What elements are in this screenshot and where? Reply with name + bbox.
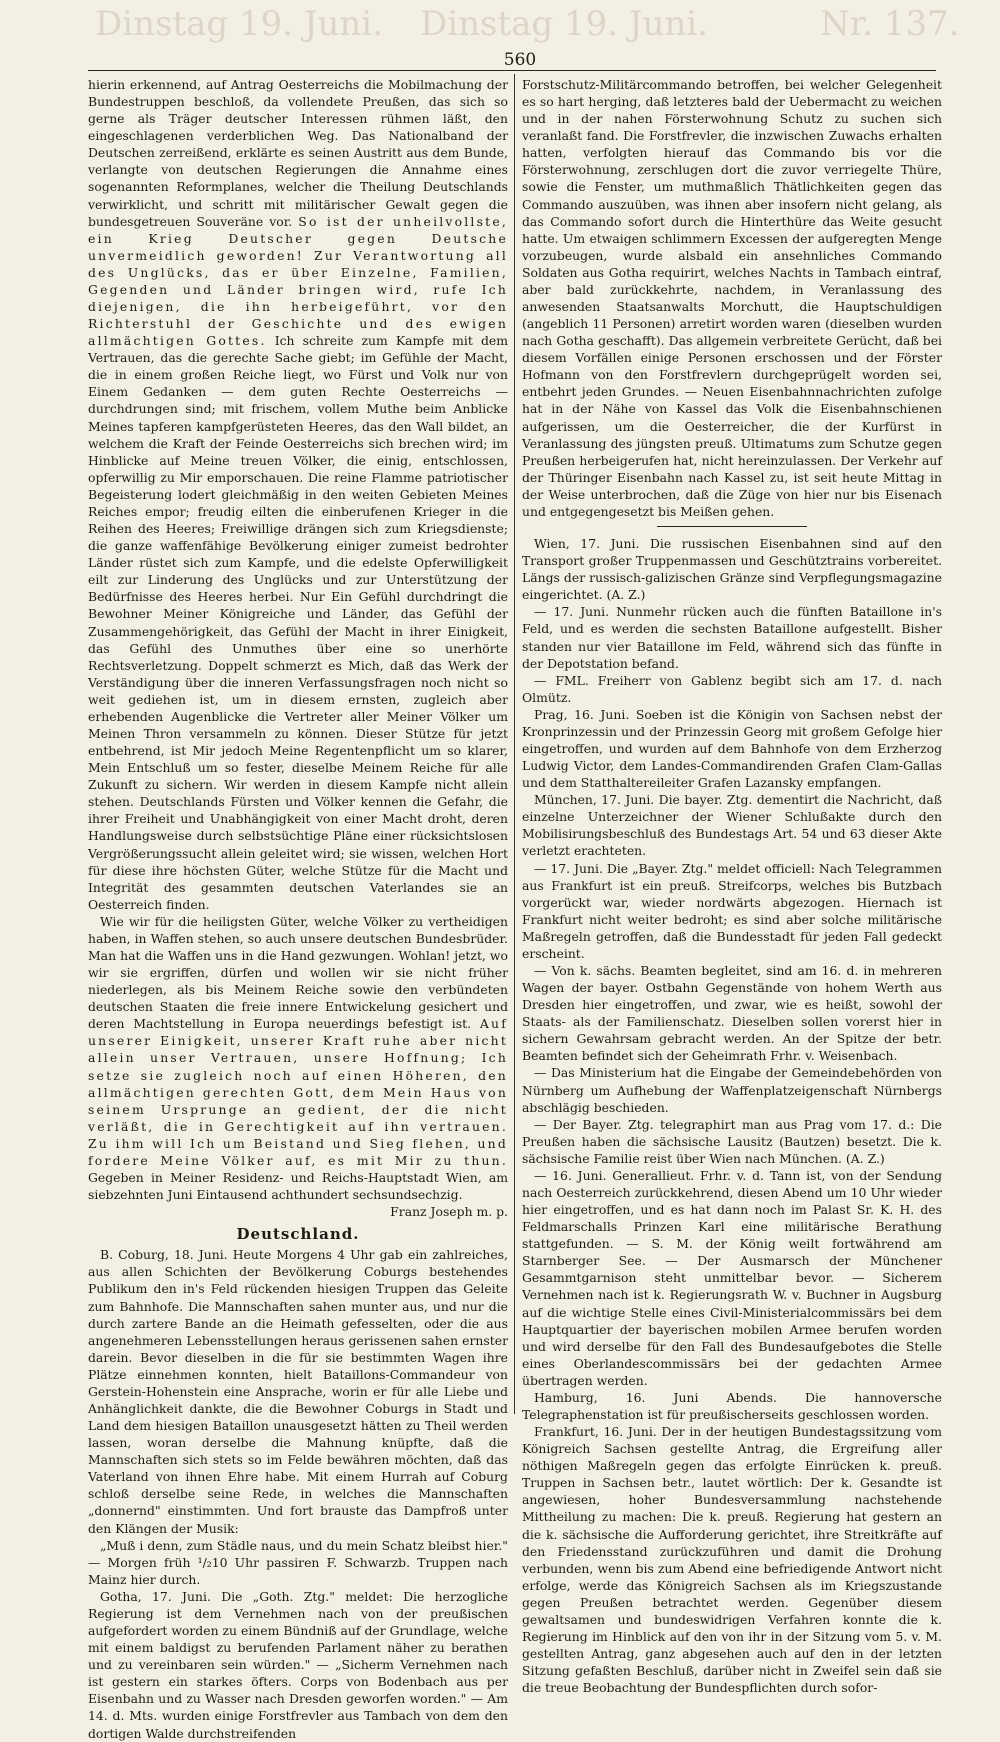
signature: Franz Joseph m. p.: [390, 1204, 508, 1220]
article-paragraph: [88, 76, 508, 913]
text-run: Ich schreite zum Kampfe mit dem Vertrauen, das die gerechte Sache giebt; im Gefühle der Macht, die in einem großen Reiche liegt, wo Fürst und Volk nur von Einem Gedanken — dem guten Rechte Oesterreichs — durchdrungen sind; mit frischem, vollem Muthe beim Anblicke Meines tapferen kampfgerüsteten Heeres, das den Wall bildet, an welchem die Kraft der Feinde Oesterreichs sich brechen wird; im Hinblicke auf Meine treuen Völker, die einig, entschlossen, opferwillig zu Mir emporschauen. Die reine Flamme patriotischer Begeisterung lodert gleichmäßig in den weiten Gebieten Meines Reiches empor; freudig eilten die einberufenen Krieger in die Reihen des Heeres; Freiwillige drängen sich zum Kriegsdienste; die ganze waffenfähige Bevölkerung einiger zumeist bedrohter Länder rüstet sich zum Kampfe, und die edelste Opferwilligkeit eilt zur Linderung des Unglücks und zur Unterstützung der Bedürfnisse des Heeres herbei. Nur Ein Gefühl durchdringt die Bewohner Meiner Königreiche und Länder, das Gefühl der Zusammengehörigkeit, das Gefühl der Macht in ihrer Einigkeit, das Gefühl des Unmuthes über eine so unerhörte Rechtsverletzung. Doppelt schmerzt es Mich, daß das Werk der Verständigung über die inneren Verfassungsfragen noch nicht so weit gediehen ist, um in diesem ernsten, zugleich aber erhebenden Augenblicke die Vertreter aller Meiner Völker um Meinen Thron versammeln zu können. Dieser Stütze für jetzt entbehrend, ist Mir jedoch Meine Regentenpflicht um so klarer, Mein Entschluß um so fester, dieselbe Meinem Reiche für alle Zukunft zu sichern. Wir werden in diesem Kampfe nicht allein stehen. Deutschlands Fürsten und Völker kennen die Gefahr, die ihrer Freiheit und Unabhängigkeit von einer Macht droht, deren Handlungsweise durch selbstsüchtige Pläne einer rücksichtslosen Vergrößerungssucht allein geleitet wird; sie wissen, welchen Hort für diese ihre höchsten Güter, welche Stütze für die Macht und Integrität des gesammten deutschen Vaterlandes sie an Oesterreich finden.: [88, 333, 508, 912]
spaced-text-run: Auf unserer Einigkeit, unserer Kraft ruhe aber nicht allein unser Vertrauen, unsere Hoffnung; Ich setze sie zugleich noch auf einen Höheren, den allmächtigen gerechten Gott, dem Mein Haus von seinem Ursprunge an gedient, der die nicht verläßt, die in Gerechtigkeit auf ihn vertrauen. Zu ihm will Ich um Beistand und Sieg flehen, und fordere Meine Völker auf, es mit Mir zu thun.: [88, 1016, 508, 1168]
article-paragraph: [88, 913, 508, 1203]
article-paragraph: Gotha, 17. Juni. Die „Goth. Ztg." meldet: Die herzogliche Regierung ist dem Vernehmen nach von der preußischen aufgefordert worden zu einem Bündniß auf der Grundlage, welche mit einem baldigst zu berufenden Parlament näher zu berathen und zu vereinbaren sein würden." — „Sicherm Vernehmen nach ist gestern ein starkes öfters. Corps von Bodenbach aus per Eisenbahn und zu Wasser nach Dresden geworfen worden." — Am 14. d. Mts. wurden einige Forstfrevler aus Tambach von dem den dortigen Walde durchstreifenden: [88, 1588, 508, 1741]
right-column: [522, 76, 942, 1696]
article-paragraph: B. Coburg, 18. Juni. Heute Morgens 4 Uhr gab ein zahlreiches, aus allen Schichten der Bevölkerung Coburgs bestehendes Publikum den in's Feld rückenden hiesigen Truppen das Geleite zum Bahnhofe. Die Mannschaften sahen munter aus, und nur die durch zartere Bande an die Heimath gefesselten, oder die aus angenehmeren Lebensstellungen heraus gerissenen sahen ernster darein. Bevor dieselben in die für sie bestimmten Wagen ihre Plätze einnehmen konnten, hielt Bataillons-Commandeur von Gerstein-Hohenstein eine Ansprache, worin er für alle Liebe und Anhänglichkeit dankte, die die Bewohner Coburgs in Stadt und Land dem hiesigen Bataillon unausgesetzt hätten zu Theil werden lassen, woran derselbe die Mahnung knüpfte, daß die Mannschaften sich stets so im Felde bewähren möchten, daß das Vaterland von ihnen Ehre habe. Mit einem Hurrah auf Coburg schloß derselbe seine Rede, in welches die Mannschaften „donnernd" einstimmten. Und fort brauste das Dampfroß unter den Klängen der Musik:: [88, 1247, 508, 1536]
article-paragraph: „Muß i denn, zum Städle naus, und du mein Schatz bleibst hier." — Morgen früh ¹/₂10 Uhr passiren F. Schwarzb. Truppen nach Mainz hier durch.: [88, 1537, 508, 1587]
article-paragraph: Frankfurt, 16. Juni. Der in der heutigen Bundestagssitzung vom Königreich Sachsen gestellte Antrag, die Ergreifung aller nöthigen Maßregeln gegen das erfolgte Einrücken k. preuß. Truppen in Sachsen betr., lautet wörtlich: Der k. Gesandte ist angewiesen, hoher Bundesversammlung nachstehende Mittheilung zu machen: Die k. preuß. Regierung hat gestern an die k. sächsische die Aufforderung gerichtet, ihre Streitkräfte auf den Friedensstand zurückzuführen und damit die Drohung verbunden, wenn bis zum Abend eine befriedigende Antwort nicht erfolge, werde das Königreich Sachsen als im Kriegszustande gegen Preußen betrachtet werden. Gegenüber diesem gewaltsamen und bundeswidrigen Verfahren konnte die k. Regierung im Hinblick auf den von ihr in der Sitzung vom 5. v. M. gestellten Antrag, ganz abgesehen auch auf den in der letzten Sitzung gefaßten Beschluß, darüber nicht in Zweifel sein daß sie die treue Beobachtung der Bundespflichten durch sofor-: [522, 1424, 942, 1696]
article-paragraph: — Das Ministerium hat die Eingabe der Gemeindebehörden von Nürnberg um Aufhebung der Waffenplatzeigenschaft Nürnbergs abschlägig beschieden.: [522, 1065, 942, 1115]
bleed-text-right: Nr. 137.: [820, 4, 960, 44]
article-paragraph: — 17. Juni. Die „Bayer. Ztg." meldet officiell: Nach Telegrammen aus Frankfurt ist ein preuß. Streifcorps, welches bis Butzbach vorgerückt war, wieder nordwärts abgezogen. Hiernach ist Frankfurt nicht weiter bedroht; es sind aber solche militärische Maßregeln getroffen, daß die Bundesstadt für jeden Fall gedeckt erscheint.: [522, 860, 942, 961]
column-divider: [514, 74, 515, 1414]
text-run: hierin erkennend, auf Antrag Oesterreichs die Mobilmachung der Bundestruppen beschloß, da vollendete Preußen, das sich so gerne als Träger deutscher Interessen rühmen läßt, den eingeschlagenen verderblichen Weg. Das Nationalband der Deutschen zerreißend, erklärte es seinen Austritt aus dem Bunde, verlangte von deutschen Regierungen die Annahme eines sogenannten Reformplanes, welcher die Theilung Deutschlands verwirklicht, und schritt mit militärischer Gewalt gegen die bundesgetreuen Souveräne vor.: [88, 77, 508, 229]
text-run: Wie wir für die heiligsten Güter, welche Völker zu vertheidigen haben, in Waffen stehen, so auch unsere deutschen Bundesbrüder. Man hat die Waffen uns in die Hand gezwungen. Wohlan! jetzt, wo wir sie ergriffen, dürfen und wollen wir sie nicht früher niederlegen, als bis Meinem Reiche sowie den verbündeten deutschen Staaten die freie innere Entwickelung gesichert und deren Machtstellung in Europa neuerdings befestigt ist.: [88, 913, 508, 1032]
text-run: Gegeben in Meiner Residenz- und Reichs-Hauptstadt Wien, am siebzehnten Juni Eintausend achthundert sechsundsechzig.: [88, 1170, 508, 1203]
section-heading: Deutschland.: [236, 1225, 360, 1244]
bleed-text-left: Dinstag 19. Juni.: [95, 4, 383, 44]
spaced-text-run: So ist der unheilvollste, ein Krieg Deutscher gegen Deutsche unvermeidlich geworden! Zur Verantwortung all des Unglücks, das er über Einzelne, Familien, Gegenden und Länder bringen wird, rufe Ich diejenigen, die ihn herbeigeführt, vor den Richterstuhl der Geschichte und des ewigen allmächtigen Gottes.: [88, 213, 508, 349]
article-paragraph: — 16. Juni. Generallieut. Frhr. v. d. Tann ist, von der Sendung nach Oesterreich zurückkehrend, diesen Abend um 10 Uhr wieder hier eingetroffen, und es hat dann noch im Palast Sr. K. H. des Feldmarschalls Prinzen Karl eine militärische Berathung stattgefunden. — S. M. der König weilt fortwährend am Starnberger See. — Der Ausmarsch der Münchener Gesammtgarnison steht unmittelbar bevor. — Sicherem Vernehmen nach ist k. Regierungsrath W. v. Buchner in Augsburg auf die wichtige Stelle eines Civil-Ministerialcommissärs bei dem Hauptquartier der bayerischen mobilen Armee berufen worden und wird derselbe für den Fall des Bundesaufgebotes die Stelle eines Oberlandescommissärs bei der gedachten Armee übertragen werden.: [522, 1167, 942, 1388]
bleed-text-mid: Dinstag 19. Juni.: [420, 4, 708, 44]
separator-rule: [657, 526, 807, 527]
article-paragraph: — Der Bayer. Ztg. telegraphirt man aus Prag vom 17. d.: Die Preußen haben die sächsische Lausitz (Bautzen) besetzt. Die k. sächsische Familie reist über Wien nach München. (A. Z.): [522, 1116, 942, 1166]
article-paragraph: Prag, 16. Juni. Soeben ist die Königin von Sachsen nebst der Kronprinzessin und der Prinzessin Georg mit großem Gefolge hier eingetroffen, und wurden auf dem Bahnhofe von dem Erzherzog Ludwig Victor, dem Landes-Commandirenden Grafen Clam-Gallas und dem Statthaltereileiter Grafen Lazansky empfangen.: [522, 706, 942, 791]
article-paragraph: Wien, 17. Juni. Die russischen Eisenbahnen sind auf den Transport großer Truppenmassen und Geschütztrains vorbereitet. Längs der russisch-galizischen Gränze sind Verpflegungsmagazine eingerichtet. (A. Z.): [522, 536, 942, 603]
bleed-through-header: [0, 4, 1000, 52]
article-paragraph: — Von k. sächs. Beamten begleitet, sind am 16. d. in mehreren Wagen der bayer. Ostbahn Gegenstände von hohem Werth aus Dresden hier eingetroffen, und zwar, wie es heißt, sowohl der Staats- als der Familienschatz. Dieselben sollen vorerst hier in sichern Gewahrsam gebracht werden. An der Spitze der betr. Beamten befindet sich der Geheimrath Frhr. v. Weisenbach.: [522, 962, 942, 1064]
article-paragraph: Forstschutz-Militärcommando betroffen, bei welcher Gelegenheit es so hart herging, daß letzteres bald der Uebermacht zu weichen und in der nahen Försterwohnung Schutz zu suchen sich veranlaßt fand. Die Forstfrevler, die inzwischen Zuwachs erhalten hatten, verfolgten hierauf das Commando bis vor die Försterwohnung, zerschlugen dort die zuvor verriegelte Thüre, sowie die Fenster, um muthmaßlich Thätlichkeiten gegen das Commando auszuüben, was ihnen aber insofern nicht gelang, als das Commando sofort durch die Hinterthüre das Weite gesucht hatte. Um etwaigen schlimmern Excessen der aufgeregten Menge vorzubeugen, wurde alsbald ein ansehnliches Commando Soldaten aus Gotha requirirt, welches Nachts in Tambach eintraf, aber bald zurückkehrte, nachdem, in Veranlassung des anwesenden Staatsanwalts Morchutt, die Hauptschuldigen (angeblich 11 Personen) arretirt worden waren (dieselben wurden nach Gotha geschafft). Das allgemein verbreitete Gerücht, daß bei diesem Vorfällen einige Personen erschossen und der Förster Hofmann von den Forstfrevlern durchgeprügelt worden sei, entbehrt jeden Grundes. — Neuen Eisenbahnnachrichten zufolge hat in der Nähe von Kassel das Volk die Eisenbahnschienen aufgerissen, um die Oesterreicher, die der Kurfürst in Veranlassung des jüngsten preuß. Ultimatums zum Schutze gegen Preußen herbeigerufen hat, nicht hereinzulassen. Der Verkehr auf der Thüringer Eisenbahn nach Kassel zu, ist seit heute Mittag in der Weise unterbrochen, daß die Züge von hier nur bis Eisenach und entgegengesetzt bis Meißen gehen.: [522, 77, 942, 519]
article-paragraph: Hamburg, 16. Juni Abends. Die hannoversche Telegraphenstation ist für preußischerseits geschlossen worden.: [522, 1389, 942, 1423]
page-number: 560: [503, 50, 537, 70]
article-paragraph: — 17. Juni. Nunmehr rücken auch die fünften Bataillone in's Feld, und es werden die sechsten Bataillone aufgestellt. Bisher standen nur vier Bataillone im Feld, während sich das fünfte in der Depotstation befand.: [522, 604, 942, 671]
article-paragraph: — FML. Freiherr von Gablenz begibt sich am 17. d. nach Olmütz.: [522, 672, 942, 705]
header-rule: [88, 70, 936, 71]
article-paragraph: München, 17. Juni. Die bayer. Ztg. dementirt die Nachricht, daß einzelne Unterzeichner der Wiener Schlußakte durch den Mobilisirungsbeschluß des Bundestags Art. 54 und 63 dieser Akte verletzt erachteten.: [522, 792, 942, 859]
left-column: [88, 76, 508, 1741]
